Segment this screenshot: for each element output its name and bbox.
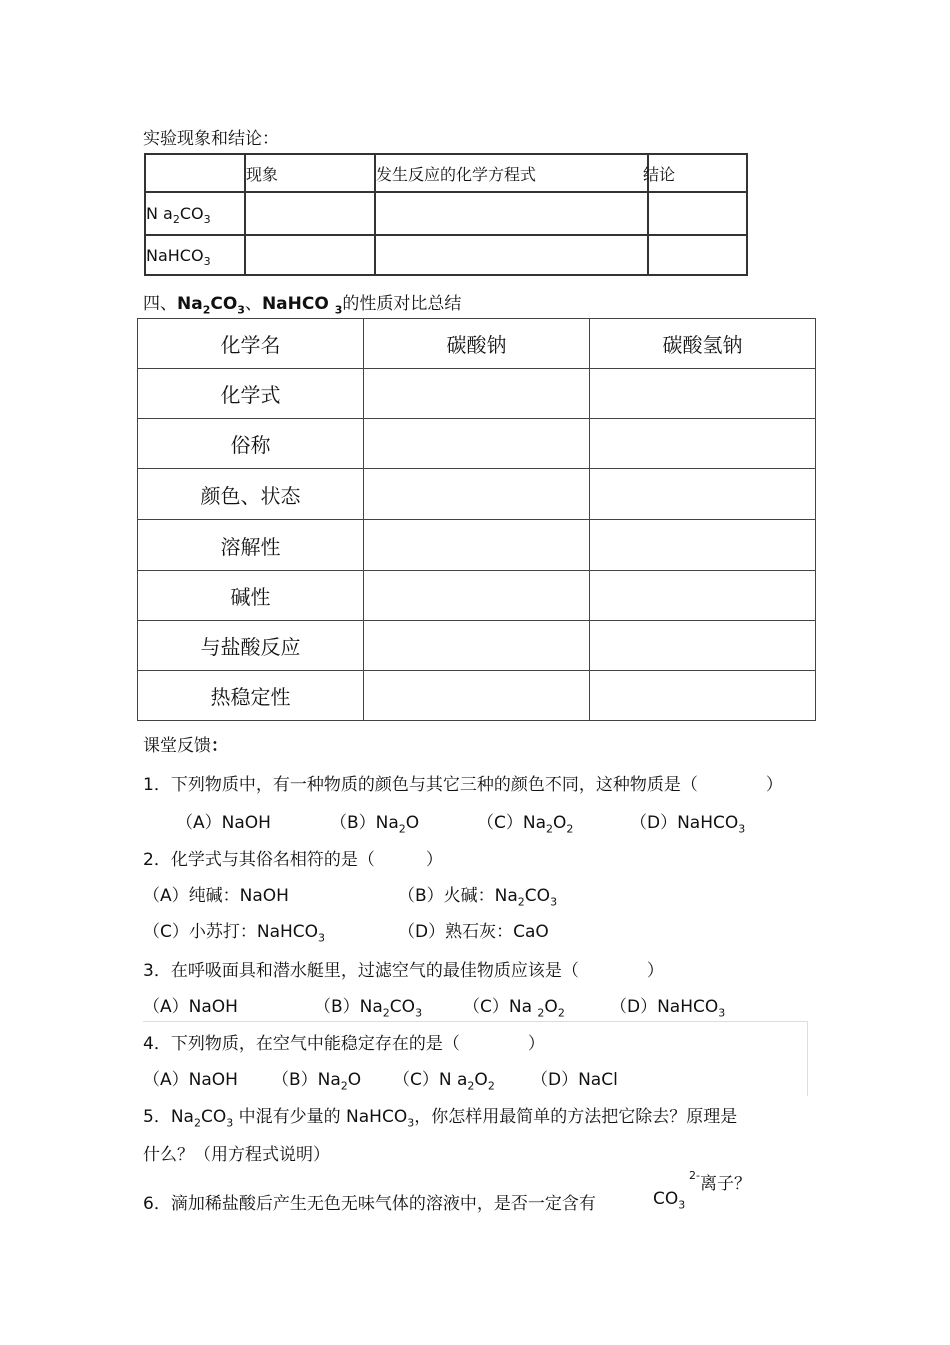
comparison-row: [138, 621, 816, 671]
q1-option-b: $(B)Na_2O$: [330, 813, 420, 836]
experiment-cell: [375, 192, 648, 235]
q4-option-a: （A）NaOH: [143, 1070, 238, 1090]
q5-line2: 什么？（用方程式说明）: [143, 1145, 330, 1165]
comparison-cell: [364, 621, 590, 671]
comparison-row: [138, 369, 816, 419]
comparison-header-nahco3: 碳酸氢钠: [590, 319, 816, 369]
comparison-row-label: 颜色、状态: [138, 469, 364, 520]
q2-option-c: （C）小苏打：NaHCO$_3$: [143, 922, 326, 945]
experiment-heading: 实验现象和结论：: [143, 129, 279, 149]
q1-stem: 1．下列物质中，有一种物质的颜色与其它三种的颜色不同，这种物质是（ ）: [143, 775, 783, 795]
comparison-table: [137, 318, 816, 721]
q3-option-d: （D）NaHCO$_3$: [610, 997, 726, 1020]
comparison-row-label: 溶解性: [138, 520, 364, 571]
q2-stem: 2．化学式与其俗名相符的是（ ）: [143, 850, 443, 870]
q6-carbonate: $CO_3$: [653, 1189, 686, 1212]
experiment-table-header-row: [145, 154, 747, 192]
experiment-cell: [648, 235, 747, 275]
experiment-row-label: NaHCO$_3$: [145, 235, 245, 275]
q1-option-c: $(C)Na_2O_2$: [477, 813, 574, 836]
comparison-row: [138, 520, 816, 571]
q6-stem: 6．滴加稀盐酸后产生无色无味气体的溶液中，是否一定含有: [143, 1194, 596, 1214]
comparison-row: [138, 469, 816, 520]
experiment-cell: [245, 192, 375, 235]
experiment-cell: [375, 235, 648, 275]
q1-option-a: （A）NaOH: [176, 813, 271, 833]
comparison-row-label: 俗称: [138, 419, 364, 469]
comparison-row: [138, 571, 816, 621]
experiment-row-na2co3: [145, 192, 747, 235]
feedback-title: 课堂反馈：: [143, 736, 228, 756]
comparison-cell: [590, 369, 816, 419]
comparison-cell: [590, 419, 816, 469]
q4-option-b: $(B)Na_2O$: [272, 1070, 362, 1093]
experiment-header-conclusion: 结论: [648, 154, 747, 192]
section4-heading: 四、$Na_2CO_3$、NaHCO $_3$的性质对比总结: [143, 294, 462, 317]
q1-option-d: （D）NaHCO$_3$: [630, 813, 746, 836]
q2-option-a: （A）纯碱：NaOH: [143, 886, 289, 906]
comparison-header-row: [138, 319, 816, 369]
q3-option-a: （A）NaOH: [143, 997, 238, 1017]
comparison-row-label: 热稳定性: [138, 671, 364, 721]
comparison-row: [138, 671, 816, 721]
q3-stem: 3．在呼吸面具和潜水艇里，过滤空气的最佳物质应该是（ ）: [143, 961, 664, 981]
q6-charge: 2-: [689, 1169, 700, 1182]
comparison-cell: [590, 621, 816, 671]
comparison-cell: [364, 419, 590, 469]
comparison-cell: [590, 520, 816, 571]
experiment-header-blank: [145, 154, 245, 192]
experiment-row-label: N $a_2CO_3$: [145, 192, 245, 235]
experiment-cell: [648, 192, 747, 235]
comparison-cell: [364, 571, 590, 621]
comparison-cell: [590, 469, 816, 520]
comparison-cell: [590, 571, 816, 621]
q2-option-b: （B）火碱：$Na_2CO_3$: [398, 886, 558, 909]
experiment-cell: [245, 235, 375, 275]
comparison-header-name: 化学名: [138, 319, 364, 369]
experiment-table: [144, 153, 748, 276]
q4-option-d: （D）NaCl: [531, 1070, 618, 1090]
comparison-cell: [364, 671, 590, 721]
q2-option-d: （D）熟石灰：CaO: [398, 922, 549, 942]
experiment-row-nahco3: [145, 235, 747, 275]
comparison-cell: [590, 671, 816, 721]
comparison-cell: [364, 520, 590, 571]
comparison-cell: [364, 469, 590, 520]
comparison-header-na2co3: 碳酸钠: [364, 319, 590, 369]
q4-option-c: （C）N $a_2O_2$: [393, 1070, 495, 1093]
comparison-row-label: 化学式: [138, 369, 364, 419]
comparison-row-label: 与盐酸反应: [138, 621, 364, 671]
comparison-cell: [364, 369, 590, 419]
q3-option-c: （C）Na $_2O_2$: [463, 997, 565, 1020]
comparison-row-label: 碱性: [138, 571, 364, 621]
experiment-header-equation: 发生反应的化学方程式: [375, 154, 648, 192]
q6-tail: 离子？: [700, 1174, 751, 1194]
q4-stem: 4．下列物质，在空气中能稳定存在的是（ ）: [143, 1034, 545, 1054]
comparison-row: [138, 419, 816, 469]
q5-line1: 5．$Na_2CO_3$ 中混有少量的 NaHCO$_3$，你怎样用最简单的方法把它除去？原理是: [143, 1107, 738, 1130]
experiment-header-phenomenon: 现象: [245, 154, 375, 192]
q3-option-b: $(B)Na_2CO_3$: [314, 997, 423, 1020]
